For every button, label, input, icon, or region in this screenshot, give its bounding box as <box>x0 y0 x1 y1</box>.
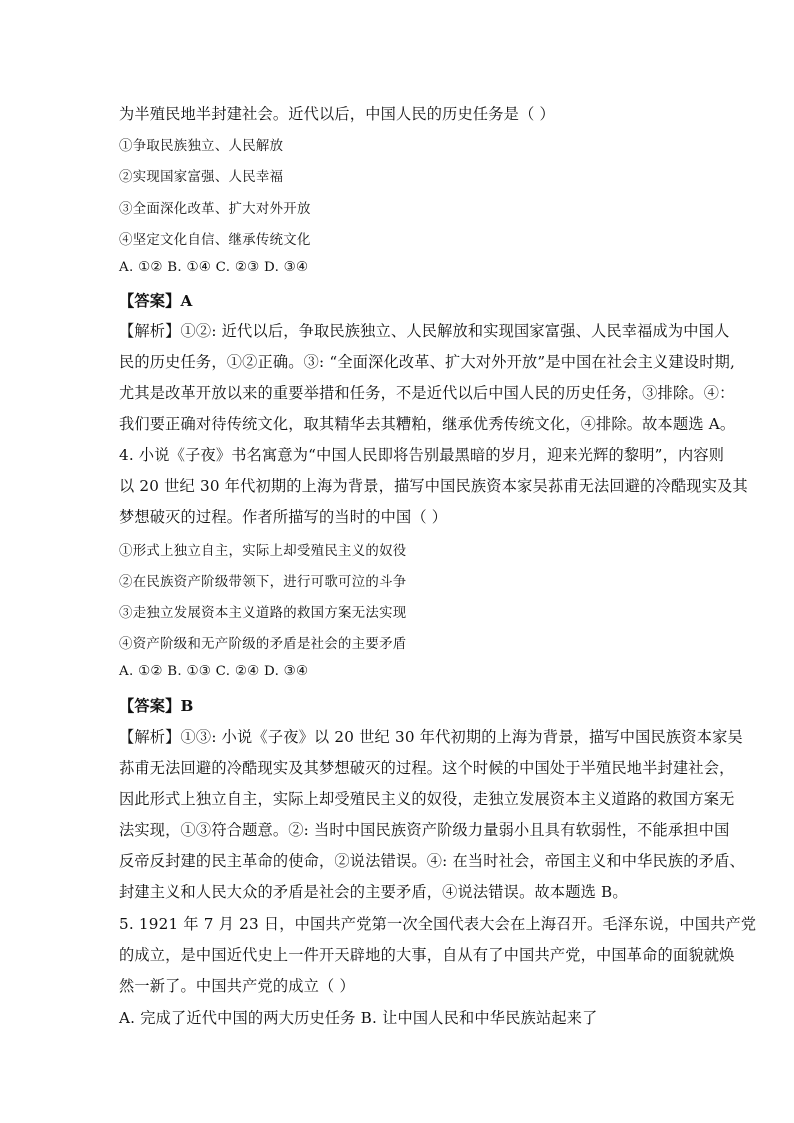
question-line: 5. 1921 年 7 月 23 日，中国共产党第一次全国代表大会在上海召开。毛泽东说，中国共产党 <box>119 915 757 933</box>
question-line: 4. 小说《子夜》书名寓意为“中国人民即将告别最黑暗的岁月，迎来光辉的黎明”，内容则 <box>119 446 725 464</box>
analysis-line: 【解析】①③: 小说《子夜》以 20 世纪 30 年代初期的上海为背景，描写中国民族资本家吴 <box>119 728 743 746</box>
analysis-line: 法实现，①③符合题意。②: 当时中国民族资产阶级力量弱小且具有软弱性，不能承担中国 <box>119 821 730 839</box>
option-line: ④资产阶级和无产阶级的矛盾是社会的主要矛盾 <box>119 637 407 652</box>
text-line: 为半殖民地半封建社会。近代以后，中国人民的历史任务是（ ） <box>119 105 555 123</box>
analysis-line: 我们要正确对待传统文化，取其精华去其糟粕，继承优秀传统文化，④排除。故本题选 A。 <box>119 415 736 433</box>
question-line: 以 20 世纪 30 年代初期的上海为背景，描写中国民族资本家吴荪甫无法回避的冷酷现实及其 <box>119 477 748 495</box>
option-line: ②在民族资产阶级带领下，进行可歌可泣的斗争 <box>119 575 407 590</box>
analysis-line: 尤其是改革开放以来的重要举措和任务，不是近代以后中国人民的历史任务，③排除。④： <box>119 384 735 402</box>
choices-line: A. 完成了近代中国的两大历史任务 B. 让中国人民和中华民族站起来了 <box>119 1009 598 1027</box>
choices-line: A. ①② B. ①③ C. ②④ D. ③④ <box>119 664 309 679</box>
choices-line: A. ①② B. ①④ C. ②③ D. ③④ <box>119 260 309 275</box>
analysis-line: 封建主义和人民大众的矛盾是社会的主要矛盾，④说法错误。故本题选 B。 <box>119 883 628 901</box>
option-line: ③走独立发展资本主义道路的救国方案无法实现 <box>119 606 407 621</box>
option-line: ④坚定文化自信、继承传统文化 <box>119 233 311 248</box>
option-line: ①形式上独立自主，实际上却受殖民主义的奴役 <box>119 544 407 559</box>
answer-line: 【答案】B <box>119 697 194 715</box>
analysis-line: 荪甫无法回避的冷酷现实及其梦想破灭的过程。这个时候的中国处于半殖民地半封建社会， <box>119 759 735 777</box>
analysis-line: 民的历史任务，①②正确。③: “全面深化改革、扩大对外开放”是中国在社会主义建设时期, <box>119 353 736 371</box>
analysis-line: 因此形式上独立自主，实际上却受殖民主义的奴役，走独立发展资本主义道路的救国方案无 <box>119 790 735 808</box>
question-line: 然一新了。中国共产党的成立（ ） <box>119 977 355 995</box>
option-line: ③全面深化改革、扩大对外开放 <box>119 202 311 217</box>
option-line: ②实现国家富强、人民幸福 <box>119 170 284 185</box>
question-line: 的成立，是中国近代史上一件开天辟地的大事，自从有了中国共产党，中国革命的面貌就焕 <box>119 946 735 964</box>
analysis-line: 反帝反封建的民主革命的使命，②说法错误。④: 在当时社会，帝国主义和中华民族的矛盾、 <box>119 852 745 870</box>
option-line: ①争取民族独立、人民解放 <box>119 139 284 154</box>
analysis-line: 【解析】①②: 近代以后，争取民族独立、人民解放和实现国家富强、人民幸福成为中国人 <box>119 322 730 340</box>
answer-line: 【答案】A <box>119 292 193 310</box>
question-line: 梦想破灭的过程。作者所描写的当时的中国（ ） <box>119 508 448 526</box>
